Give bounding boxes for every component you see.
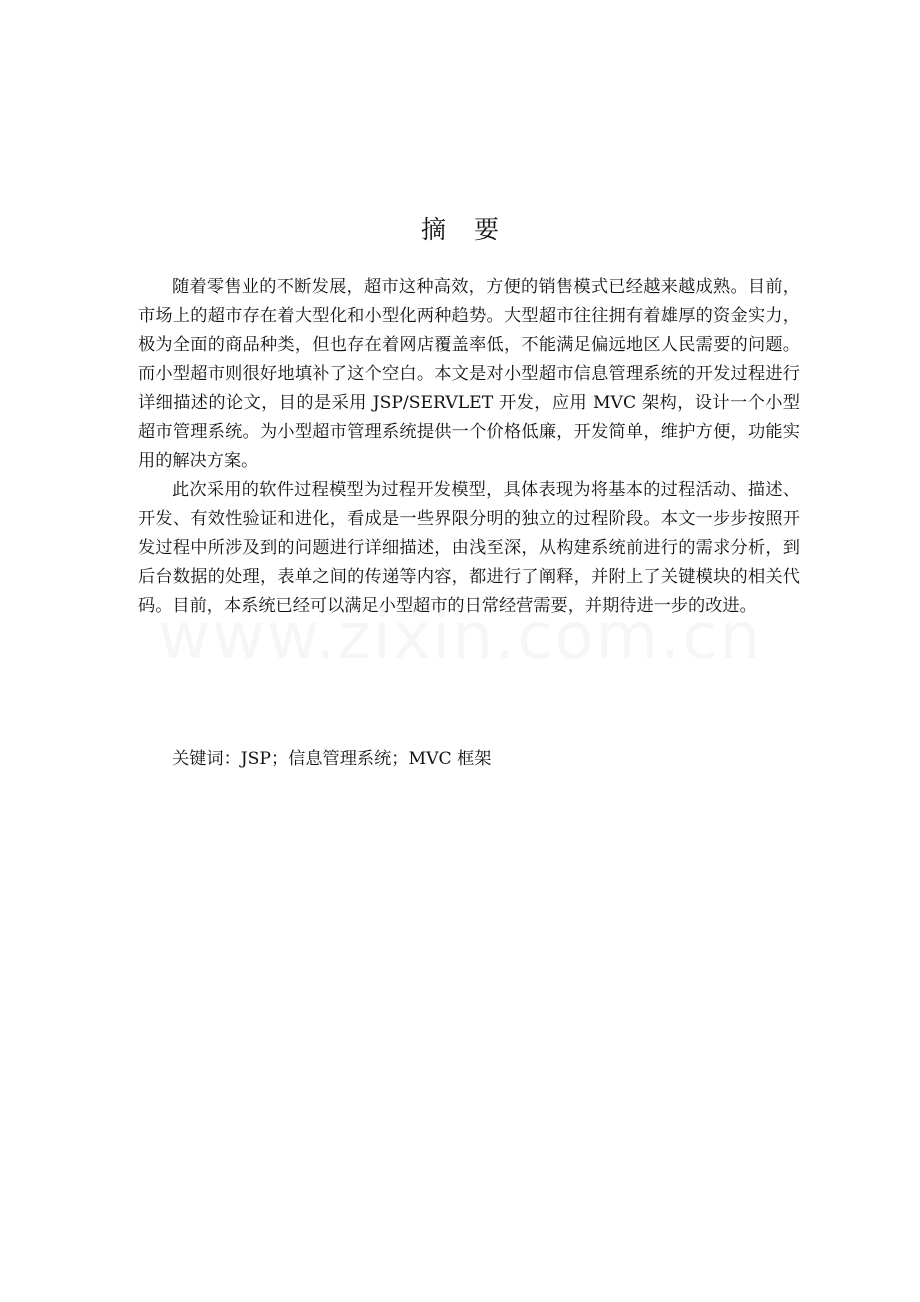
abstract-paragraph-2: 此次采用的软件过程模型为过程开发模型，具体表现为将基本的过程活动、描述、开发、有效性验证和进化，看成是一些界限分明的独立的过程阶段。本文一步步按照开发过程中所涉及到的问题进行详细描述，由浅至深，从构建系统前进行的需求分析，到后台数据的处理，表单之间的传递等内容，都进行了阐释，并附上了关键模块的相关代码。目前，本系统已经可以满足小型超市的日常经营需要，并期待进一步的改进。 [138, 480, 800, 616]
abstract-title: 摘 要 [421, 215, 509, 244]
abstract-paragraph-1: 随着零售业的不断发展，超市这种高效，方便的销售模式已经越来越成熟。目前，市场上的超市存在着大型化和小型化两种趋势。大型超市往往拥有着雄厚的资金实力，极为全面的商品种类，但也存在着网店覆盖率低，不能满足偏远地区人民需要的问题。而小型超市则很好地填补了这个空白。本文是对小型超市信息管理系统的开发过程进行详细描述的论文，目的是采用 JSP/SERVLET 开发，应用 MVC 架构，设计一个小型超市管理系统。为小型超市管理系统提供一个价格低廉，开发简单，维护方便，功能实用的解决方案。 [138, 277, 800, 471]
abstract-body [138, 273, 800, 621]
keywords-line: 关键词：JSP；信息管理系统；MVC 框架 [172, 749, 492, 769]
